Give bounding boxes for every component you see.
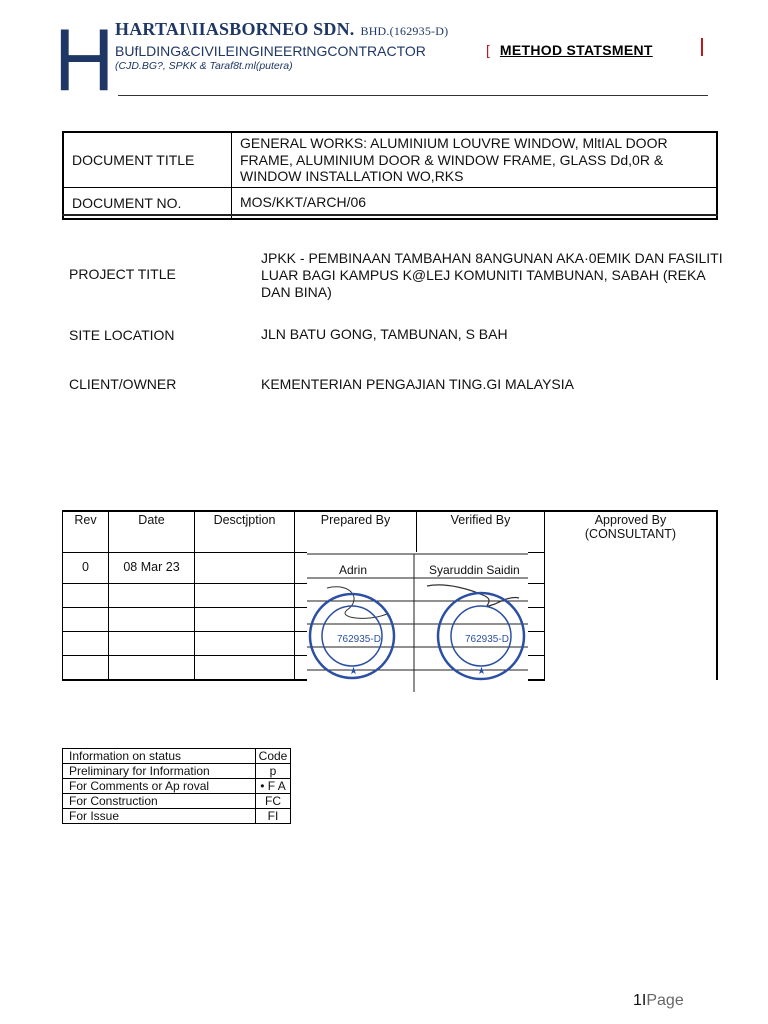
table-row [63,779,291,794]
empty-cell [63,584,109,608]
status-code: FI [256,809,291,824]
table-header-row [63,511,718,553]
svg-text:762935-D: 762935-D [337,634,381,645]
approved-by-sub: (CONSULTANT) [584,527,677,541]
status-label: For Issue [63,809,256,824]
approved-by-header [545,511,718,680]
document-info-table [62,131,718,220]
status-label: For Comments or Ap roval [63,779,256,794]
site-location-value: JLN BATU GONG, TAMBUNAN, S BAH [261,326,508,342]
empty-cell [195,632,295,656]
empty-cell [195,584,295,608]
document-type-label: METHOD STATSMENT [499,42,653,58]
signature-stamp-image [307,552,528,692]
verified-by-name: Syaruddin Saidin [429,563,520,577]
company-stamp-right [438,593,524,679]
document-table-bottom-rule [62,214,718,216]
company-stamp-left [310,594,394,678]
client-owner-label: CLIENT/OWNER [69,376,177,392]
document-type-banner [486,42,663,58]
svg-text:★: ★ [349,666,358,677]
document-type-bracket: [ [486,42,490,58]
client-owner-value: KEMENTERIAN PENGAJIAN TING.GI MALAYSIA [261,376,574,392]
document-no-label: DOCUMENT NO. [63,187,232,219]
rev-header: Rev [63,511,109,553]
status-label: For Construction [63,794,256,809]
status-label: Preliminary for Information [63,764,256,779]
empty-cell [109,608,195,632]
company-name [115,19,448,40]
empty-cell [195,608,295,632]
date-header: Date [109,511,195,553]
header-divider [118,95,708,96]
approved-by-label: Approved By [594,513,667,527]
table-row [63,132,717,187]
svg-text:762935-D: 762935-D [465,634,509,645]
page-word: Page [646,992,684,1009]
prepared-by-header: Prepared By [295,511,417,553]
date-cell: 08 Mar 23 [109,553,195,584]
project-title-value: JPKK - PEMBINAAN TAMBAHAN 8ANGUNAN AKA·0EMIK DAN FASILITI LUAR BAGI KAMPUS K@LEJ KOMUNITI TAMBUNAN, SABAH (REKA DAN BINA) [261,250,723,300]
page-separator: I [641,992,647,1009]
table-row [63,794,291,809]
status-code: p [256,764,291,779]
site-location-label: SITE LOCATION [69,327,175,343]
page-number [633,992,684,1010]
document-no-value: MOS/KKT/ARCH/06 [232,187,718,219]
status-code-table [62,748,291,824]
company-tagline: BUfLDING&CIVILEINGINEERtNGCONTRACTOR [115,43,426,59]
table-row [63,764,291,779]
header-accent-bar [701,38,703,56]
document-title-label: DOCUMENT TITLE [63,132,232,187]
prepared-by-name: Adrin [339,563,368,577]
description-header: Desctjption [195,511,295,553]
rev-cell: 0 [63,553,109,584]
empty-cell [109,584,195,608]
empty-cell [109,656,195,681]
status-header-code: Code [256,749,291,764]
empty-cell [109,632,195,656]
empty-cell [63,608,109,632]
table-header-row [63,749,291,764]
status-header-label: Information on status [63,749,256,764]
empty-cell [195,656,295,681]
description-cell [195,553,295,584]
page-number-value: 1 [633,992,642,1009]
svg-text:★: ★ [477,666,486,677]
empty-cell [63,632,109,656]
empty-cell [63,656,109,681]
company-logo: H [54,10,115,109]
status-code: • F A [256,779,291,794]
verified-by-header: Verified By [417,511,545,553]
table-row [63,809,291,824]
status-code: FC [256,794,291,809]
company-name-text: HARTAI\IIASBORNEO SDN. [115,19,355,39]
company-certifications: (CJD.BG?, SPKK & Taraf8t.ml(putera) [115,60,293,72]
company-registration: BHD.(162935-D) [360,24,449,38]
project-title-label: PROJECT TITLE [69,266,176,282]
document-title-value: GENERAL WORKS: ALUMINIUM LOUVRE WINDOW, MltIAL DOOR FRAME, ALUMINIUM DOOR & WINDOW FRAME, GLASS Dd,0R & WINDOW INSTALLATION WO,RKS [232,132,718,187]
verified-signature [427,585,519,606]
